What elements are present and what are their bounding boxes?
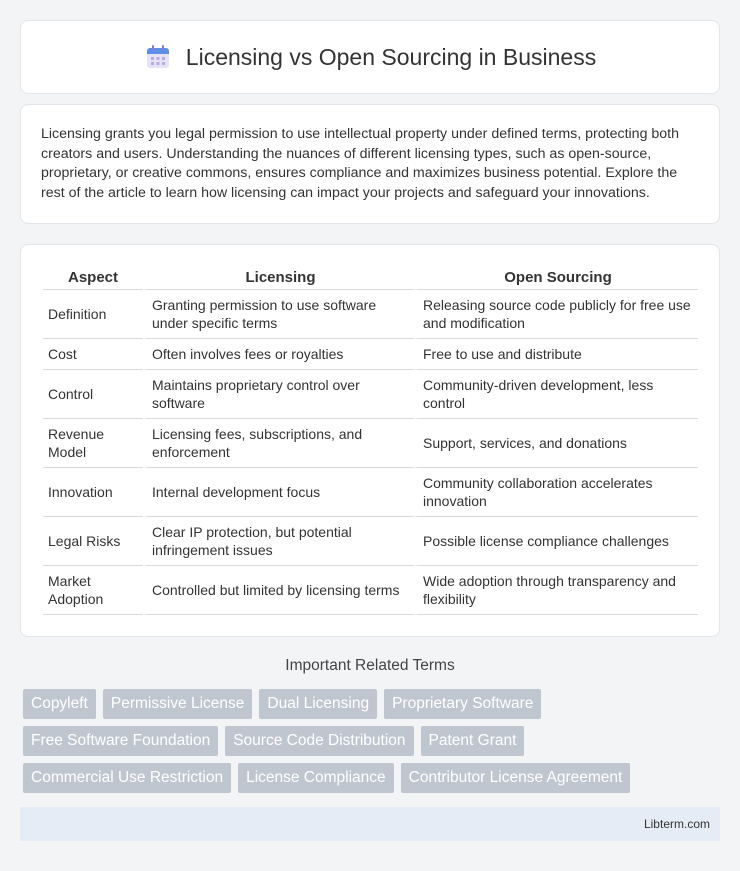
table-cell: Controlled but limited by licensing terms xyxy=(143,566,414,615)
footer-site-link[interactable]: Libterm.com xyxy=(643,817,710,831)
table-row xyxy=(43,517,698,566)
tag-source-code-distribution[interactable]: Source Code Distribution xyxy=(225,726,413,756)
title-wrap xyxy=(144,43,596,71)
table-row xyxy=(43,419,698,468)
table-cell: Definition xyxy=(43,290,143,339)
table-cell: Innovation xyxy=(43,468,143,517)
column-header-licensing: Licensing xyxy=(143,266,414,290)
calendar-icon xyxy=(144,43,172,71)
table-cell: Internal development focus xyxy=(143,468,414,517)
header-card xyxy=(20,20,720,94)
tag-copyleft[interactable]: Copyleft xyxy=(23,689,96,719)
comparison-table-card xyxy=(20,244,720,637)
table-row xyxy=(43,339,698,370)
table-cell: Releasing source code publicly for free use and modification xyxy=(414,290,698,339)
tag-row xyxy=(23,689,723,719)
tag-patent-grant[interactable]: Patent Grant xyxy=(421,726,525,756)
table-cell: Wide adoption through transparency and flexibility xyxy=(414,566,698,615)
tag-dual-licensing[interactable]: Dual Licensing xyxy=(259,689,377,719)
table-cell: Maintains proprietary control over software xyxy=(143,370,414,419)
page-title: Licensing vs Open Sourcing in Business xyxy=(185,43,597,70)
table-cell: Control xyxy=(43,370,143,419)
tag-proprietary-software[interactable]: Proprietary Software xyxy=(384,689,541,719)
tag-commercial-use-restriction[interactable]: Commercial Use Restriction xyxy=(23,763,231,793)
related-terms-tags xyxy=(23,689,723,800)
intro-card xyxy=(20,104,720,224)
intro-paragraph: Licensing grants you legal permission to use intellectual property under defined terms, protecting both creators and users. Understanding the nuances of different licensing types, such as open-source, proprietary, or creative commons, ensures compliance and maximizes business potential. Explore the rest of the article to learn how licensing can impact your projects and safeguard your innovations. xyxy=(41,126,680,201)
table-cell: Cost xyxy=(43,339,143,370)
tag-permissive-license[interactable]: Permissive License xyxy=(103,689,253,719)
tag-license-compliance[interactable]: License Compliance xyxy=(238,763,394,793)
table-cell: Often involves fees or royalties xyxy=(143,339,414,370)
table-row xyxy=(43,566,698,615)
table-row xyxy=(43,290,698,339)
related-terms-heading: Important Related Terms xyxy=(285,657,455,674)
table-cell: Community collaboration accelerates innovation xyxy=(414,468,698,517)
tag-free-software-foundation[interactable]: Free Software Foundation xyxy=(23,726,218,756)
table-cell: Legal Risks xyxy=(43,517,143,566)
column-header-open-sourcing: Open Sourcing xyxy=(414,266,698,290)
table-row xyxy=(43,468,698,517)
tag-row xyxy=(23,726,723,756)
tag-contributor-license-agreement[interactable]: Contributor License Agreement xyxy=(401,763,631,793)
column-header-aspect: Aspect xyxy=(43,266,143,290)
table-cell: Community-driven development, less control xyxy=(414,370,698,419)
tag-row xyxy=(23,763,723,793)
table-cell: Licensing fees, subscriptions, and enforcement xyxy=(143,419,414,468)
footer xyxy=(20,807,720,841)
table-cell: Revenue Model xyxy=(43,419,143,468)
table-cell: Granting permission to use software under specific terms xyxy=(143,290,414,339)
table-cell: Free to use and distribute xyxy=(414,339,698,370)
table-cell: Clear IP protection, but potential infringement issues xyxy=(143,517,414,566)
comparison-table xyxy=(43,266,698,615)
table-cell: Market Adoption xyxy=(43,566,143,615)
table-row xyxy=(43,370,698,419)
table-header-row xyxy=(43,266,698,290)
table-cell: Possible license compliance challenges xyxy=(414,517,698,566)
table-cell: Support, services, and donations xyxy=(414,419,698,468)
